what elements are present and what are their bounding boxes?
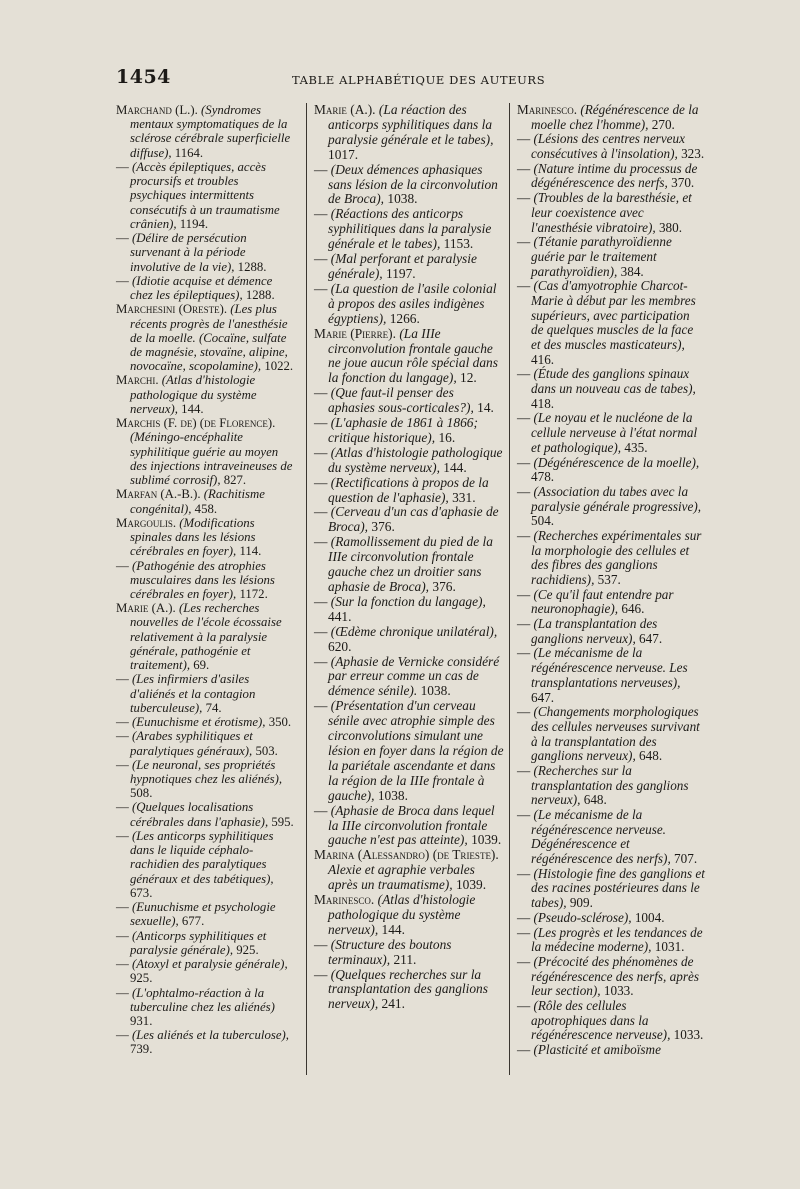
entry-page-ref: 144. [177,401,204,416]
entry-author: — [517,527,531,543]
index-entry [314,893,504,938]
entry-author: — [517,366,531,382]
index-entry [314,446,504,476]
entry-page-ref: 1039. [452,877,487,893]
entry-title: (L'aphasie de 1861 à 1866; critique historique), [328,415,478,445]
entry-page-ref: 1288. [234,259,267,274]
entry-author: Marchi. [116,373,159,388]
entry-title: (Histologie fine des ganglions et des racines postérieures dans le tabes), [531,865,705,911]
entry-page-ref: 1164. [171,145,204,160]
index-entry [517,955,705,999]
entry-title: (Les progrès et les tendances de la médecine moderne), [531,924,703,955]
entry-page-ref: 648. [635,748,663,764]
entry-page-ref: 925. [130,971,153,986]
entry-author: — [314,206,328,222]
index-entry [314,282,504,327]
index-entry [314,207,504,252]
index-entry [314,804,504,849]
entry-page-ref: 931. [130,1014,153,1028]
entry-page-ref: 1153. [440,236,474,252]
index-entry [314,476,504,506]
entry-author: — [116,800,129,815]
entry-author: — [517,616,531,632]
entry-page-ref: 909. [566,895,593,911]
entry-title: (Association du tabes avec la paralysie générale progressive), [531,483,702,514]
entry-author: — [517,865,531,881]
index-entry [116,302,296,373]
entry-author: Marie (A.). [314,102,376,117]
entry-page-ref: 647. [531,689,555,705]
entry-author: — [314,966,328,982]
entry-author: Marchesini (Oreste). [116,302,228,317]
entry-author: Marie (Pierre). [314,325,396,341]
entry-page-ref: 1022. [261,359,294,374]
entry-author: — [517,807,531,822]
entry-title: (Eunuchisme et psychologie sexuelle), [130,900,276,929]
entry-title: (Cerveau d'un cas d'aphasie de Broca), [328,504,499,535]
entry-title: (Arabes syphilitiques et paralytiques généraux), [130,729,253,758]
entry-author: — [116,558,129,573]
entry-page-ref: 707. [670,851,698,867]
index-entry [517,705,705,764]
entry-author: — [517,762,531,778]
entry-title: (Anticorps syphilitiques et paralysie générale), [130,928,267,957]
entry-title: (Rachitisme congénital), [130,487,265,516]
index-entry [517,1043,705,1058]
entry-title: (Régénérescence de la moelle chez l'homme), [531,102,699,132]
index-entry [116,829,296,900]
entry-page-ref: 241. [378,996,405,1012]
entry-title: (Pathogénie des atrophies musculaires dans les lésions cérébrales en foyer), [130,558,275,601]
index-entry [517,485,705,529]
entry-author: — [517,234,531,250]
index-entry [517,926,705,955]
entry-title: (Tétanie parathyroïdienne guérie par le traitement parathyroïdien), [531,234,672,279]
entry-author: — [116,757,129,772]
entry-page-ref: 1194. [176,216,209,231]
entry-title: (Recherches expérimentales sur la morphologie des cellules et des fibres des ganglions rachidiens), [531,527,702,587]
index-entry [314,163,504,208]
entry-page-ref: 1017. [328,146,359,162]
index-entry [314,625,504,655]
entry-title: (Troubles de la baresthésie, et leur coexistence avec l'anesthésie vibratoire), [531,190,692,235]
index-entry [116,160,296,231]
index-entry [116,672,296,715]
entry-page-ref: 739. [130,1042,153,1057]
index-entry [517,999,705,1043]
index-column-2 [314,103,504,1012]
entry-title: (Les plus récents progrès de l'anesthésie de la moelle. (Cocaïne, sulfate de magnésie, stovaïne, alipine, novocaïne, scopolamine), [130,302,288,374]
index-entry [116,559,296,602]
entry-author: — [517,1042,531,1057]
entry-title: (Nature intime du processus de dégénérescence des nerfs, [531,160,698,191]
index-entry [116,929,296,957]
entry-page-ref: 370. [667,175,695,191]
entry-page-ref: 384. [617,263,644,279]
entry-title: (Aphasie de Vernicke considéré par erreur comme un cas de démence sénile). [328,653,500,699]
entry-title: (Eunuchisme et érotisme), [132,715,266,730]
entry-title: (La réaction des anticorps syphilitiques dans la paralysie générale et le tabes), [328,102,494,147]
entry-author: — [314,415,328,431]
entry-title: (Cas d'amyotrophie Charcot-Marie à début par les membres supérieurs, avec participation de quelques muscles de la face et des muscles masticateurs), [531,278,696,352]
entry-author: — [517,483,531,499]
entry-title: (Dégénérescence de la moelle), [533,454,700,470]
entry-page-ref: 478. [531,469,555,485]
index-entry [517,808,705,867]
index-entry [314,103,504,163]
entry-page-ref: 323. [677,146,705,162]
entry-page-ref: 1038. [374,787,408,803]
entry-title: (Méningo-encéphalite syphilitique guérie au moyen des injections intraveineuses de sublimé corrosif), [130,430,293,488]
index-entry [517,588,705,617]
index-entry [116,373,296,416]
entry-page-ref: 1038. [417,683,451,699]
index-entry [517,867,705,911]
entry-title: (Recherches sur la transplantation des ganglions nerveux), [531,762,689,808]
entry-page-ref: 441. [328,608,352,624]
index-entry [314,595,504,625]
entry-page-ref: 1033. [670,1027,704,1043]
entry-title: (Atoxyl et paralysie générale), [132,957,288,972]
entry-title: (Précocité des phénomènes de régénérescence des nerfs, après leur section), [531,953,699,999]
entry-title: (Que faut-il penser des aphasies sous-corticales?), [328,385,474,416]
index-entry [517,646,705,705]
entry-author: — [116,715,129,730]
entry-title: (Le neuronal, ses propriétés hypnotiques chez les aliénés), [130,757,283,787]
entry-title: (Œdème chronique unilatéral), [330,623,498,639]
index-entry [116,758,296,801]
entry-title: (Sur la fonction du langage), [330,593,486,609]
entry-page-ref: 1004. [631,909,665,925]
entry-author: — [314,698,328,714]
entry-author: — [116,828,129,843]
entry-title: (Rôle des cellules apotrophiques dans la régénérescence nerveuse), [531,997,671,1043]
entry-title: (Présentation d'un cerveau sénile avec atrophie simple des circonvolutions simulant une lésion en foyer dans la région de la pariétale ascendante et dans la région de la IIIe frontale à gauche), [328,698,504,803]
index-entry [116,986,296,1029]
entry-page-ref: 435. [621,439,648,455]
entry-author: Margoulis. [116,515,177,530]
entry-page-ref: 331. [448,489,476,505]
index-entry [116,601,296,672]
index-entry [517,367,705,411]
index-entry [116,416,296,487]
index-entry [314,848,504,893]
entry-page-ref: 144. [439,459,467,475]
running-title: TABLE ALPHABÉTIQUE DES AUTEURS [292,73,546,87]
index-entry [116,516,296,559]
index-entry [517,162,705,191]
index-column-1 [116,103,296,1057]
entry-author: — [314,623,328,639]
entry-author: — [517,190,531,206]
entry-page-ref: 503. [252,743,278,758]
entry-author: — [314,593,328,609]
index-entry [116,800,296,828]
entry-author: — [116,928,129,943]
entry-page-ref: 1197. [382,265,416,281]
entry-page-ref: 1038. [384,191,418,207]
entry-page-ref: 376. [368,519,395,535]
entry-title: (Les anticorps syphilitiques dans le liquide céphalo-rachidien des paralytiques généraux et des tabétiques), [130,828,274,886]
index-entry [517,191,705,235]
entry-author: Marina (Alessandro) (de Trieste). [314,847,499,863]
entry-page-ref: 647. [635,630,663,646]
entry-author: — [314,474,328,490]
entry-author: — [517,454,531,470]
entry-author: — [517,997,531,1013]
entry-title: (La transplantation des ganglions nerveux), [531,616,658,646]
index-entry [314,386,504,416]
index-entry [116,487,296,515]
entry-title: (Ramollissement du pied de la IIIe circonvolution frontale gauche chez un droitier sans aphasie de Broca), [328,534,493,594]
entry-page-ref: 458. [191,501,218,516]
entry-author: Marinesco. [314,892,375,908]
entry-title: (Changements morphologiques des cellules nerveuses survivant à la transplantation des ganglions nerveux), [531,704,700,764]
entry-title: (Le mécanisme de la régénérescence nerveuse. Les transplantations nerveuses), [531,645,688,690]
entry-page-ref: 1031. [651,939,685,955]
index-entry [314,938,504,968]
index-entry [517,529,705,588]
index-entry [517,279,705,367]
entry-author: — [116,231,129,246]
index-entry [116,957,296,985]
entry-author: — [314,385,328,401]
entry-title: (Modifications spinales dans les lésions cérébrales en foyer), [130,515,256,559]
entry-author: — [314,534,328,550]
index-entry [116,1028,296,1056]
entry-title: (Rectifications à propos de la question de l'aphasie), [328,474,489,505]
entry-title: Alexie et agraphie verbales après un traumatisme), [328,862,475,893]
entry-author: — [517,645,531,661]
entry-page-ref: 144. [378,921,405,937]
entry-author: — [116,985,129,1000]
index-entry [314,416,504,446]
entry-author: — [517,410,531,426]
entry-title: (Les recherches nouvelles de l'école écossaise relativement à la paralysie générale, pathogénie et traitement), [130,601,282,673]
entry-page-ref: 595. [268,814,294,829]
entry-page-ref: 416. [531,351,555,367]
index-entry [517,911,705,926]
entry-author: — [517,909,531,925]
page-number: 1454 [116,66,171,88]
entry-page-ref: 673. [130,885,153,900]
entry-title: (Pseudo-sclérose), [533,909,632,925]
entry-title: (Structure des boutons terminaux), [328,936,452,967]
index-entry [314,252,504,282]
entry-page-ref: 504. [531,513,555,529]
entry-author: — [314,444,328,460]
entry-page-ref: 418. [531,395,555,411]
entry-author: — [314,936,328,952]
entry-page-ref: 677. [178,914,205,929]
entry-page-ref: 376. [429,579,456,594]
index-entry [116,103,296,160]
index-entry [517,235,705,279]
entry-page-ref: 270. [648,116,675,132]
entry-page-ref: 1172. [236,586,268,601]
entry-title: (Délire de persécution survenant à la période involutive de la vie), [130,231,247,274]
entry-page-ref: 620. [328,638,352,654]
entry-title: (Atlas d'histologie pathologique du système nerveux), [328,892,476,937]
entry-author: Marfan (A.-B.). [116,487,201,502]
entry-author: — [116,900,129,915]
entry-author: — [116,273,129,288]
entry-title: (Deux démences aphasiques sans lésion de la circonvolution de Broca), [328,161,498,207]
entry-title: (Étude des ganglions spinaux dans un nouveau cas de tabes), [531,366,696,397]
entry-page-ref: 827. [220,473,247,488]
entry-title: (La question de l'asile colonial à propos des asiles indigènes égyptiens), [328,280,497,326]
index-entry [116,715,296,729]
entry-title: (Quelques localisations cérébrales dans l'aphasie), [130,800,269,829]
entry-author: — [517,953,531,969]
entry-author: Marinesco. [517,102,578,117]
entry-page-ref: 211. [390,951,417,967]
index-entry [314,968,504,1013]
index-entry [517,617,705,646]
entry-title: (Le mécanisme de la régénérescence nerveuse. Dégénérescence et régénérescence des nerfs), [531,807,671,867]
entry-title: (L'ophtalmo-réaction à la tuberculine chez les aliénés) [130,985,275,1014]
entry-page-ref: 537. [594,572,621,587]
entry-title: (Idiotie acquise et démence chez les épileptiques), [130,273,273,303]
entry-page-ref: 508. [130,786,153,801]
entry-author: — [517,160,531,176]
entry-page-ref: 925. [233,942,259,957]
index-entry [517,411,705,455]
entry-page-ref: 1288. [242,288,275,303]
entry-page-ref: 1033. [600,983,634,999]
entry-author: Marie (A.). [116,601,176,616]
entry-title: (Plasticité et amiboïsme [533,1042,661,1057]
column-divider [509,103,510,1075]
entry-author: — [314,653,328,669]
index-entry [314,535,504,595]
entry-author: Marchand (L.). [116,103,198,117]
entry-title: (Atlas d'histologie pathologique du système nerveux), [328,444,503,475]
entry-author: — [116,957,129,972]
entry-author: — [314,280,328,296]
index-entry [116,729,296,757]
entry-page-ref: 648. [580,792,607,808]
entry-title: (Les infirmiers d'asiles d'aliénés et la contagion tuberculeuse), [130,672,256,715]
entry-page-ref: 350. [265,715,292,730]
entry-title: (Le noyau et le nucléone de la cellule nerveuse à l'état normal et pathologique), [531,410,698,455]
entry-title: (Mal perforant et paralysie générale), [328,251,477,281]
index-entry [314,505,504,535]
entry-page-ref: 74. [202,700,222,715]
entry-author: — [517,586,531,602]
index-entry [517,132,705,161]
entry-author: — [517,131,531,147]
entry-title: (Lésions des centres nerveux consécutives à l'insolation), [531,131,685,162]
entry-author: — [517,924,531,940]
entry-page-ref: 16. [435,429,456,445]
index-entry [314,327,504,387]
entry-author: — [517,278,531,294]
entry-title: (Aphasie de Broca dans lequel la IIIe circonvolution frontale gauche n'est pas atteinte), [328,802,495,848]
index-entry [517,456,705,485]
entry-page-ref: 1266. [386,310,420,326]
entry-page-ref: 12. [456,370,477,386]
entry-page-ref: 380. [655,219,683,235]
index-entry [116,274,296,302]
entry-page-ref: 646. [618,601,645,617]
entry-author: — [116,672,129,687]
entry-title: (Syndromes mentaux symptomatiques de la sclérose cérébrale superficielle diffuse), [130,103,291,160]
entry-author: — [314,802,328,818]
index-entry [517,764,705,808]
entry-title: (Accès épileptiques, accès procursifs et troubles psychiques intermittents consécutifs à un traumatisme crânien), [130,159,280,231]
entry-author: — [314,251,328,267]
entry-page-ref: 14. [473,400,494,416]
entry-author: — [314,161,328,177]
entry-page-ref: 69. [190,658,210,673]
page-header [116,66,706,90]
entry-title: (Les aliénés et la tuberculose), [132,1028,289,1043]
entry-author: — [314,504,328,520]
entry-author: — [116,729,129,744]
column-divider [306,103,307,1075]
entry-author: — [116,159,129,174]
index-entry [314,699,504,803]
entry-title: (Réactions des anticorps syphilitiques dans la paralysie générale et le tabes), [328,206,492,252]
entry-title: (La IIIe circonvolution frontale gauche ne joue aucun rôle spécial dans la fonction du langage), [328,325,498,386]
entry-title: (Ce qu'il faut entendre par neuronophagie), [531,586,674,617]
index-entry [314,655,504,700]
index-entry [116,231,296,274]
entry-author: Marchis (F. de) (de Florence). [116,416,276,431]
index-column-3 [517,103,705,1058]
entry-author: — [517,704,531,720]
index-entry [517,103,705,132]
entry-title: (Quelques recherches sur la transplantation des ganglions nerveux), [328,966,488,1012]
entry-author: — [116,1028,129,1043]
entry-page-ref: 114. [236,544,262,559]
entry-title: (Atlas d'histologie pathologique du système nerveux), [130,373,257,416]
entry-page-ref: 1039. [467,832,502,848]
index-entry [116,900,296,928]
